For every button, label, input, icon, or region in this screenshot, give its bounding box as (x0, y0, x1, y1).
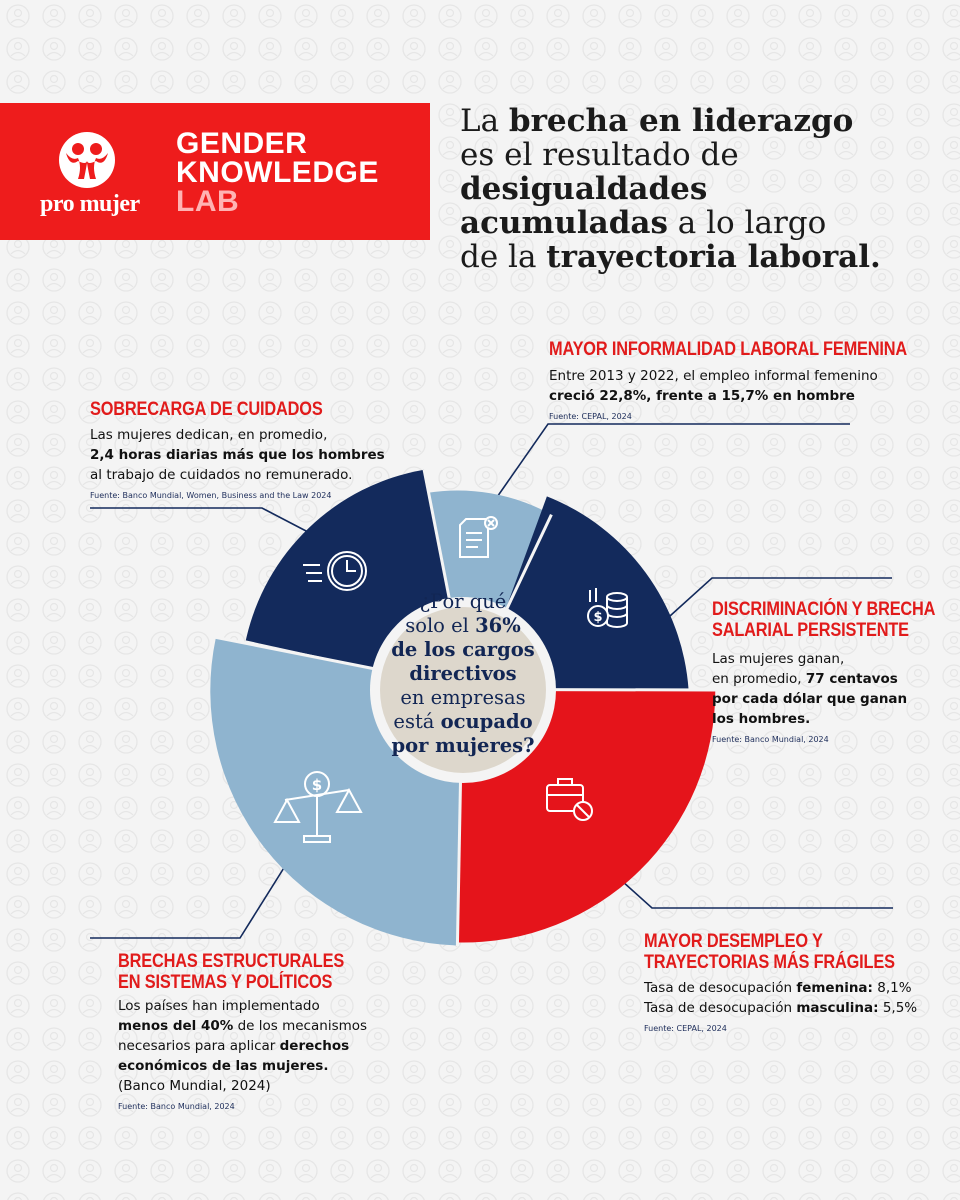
connector-estructurales (90, 855, 292, 938)
center-question-line: ¿Por qué (419, 590, 507, 613)
headline-emphasis: desigualdades (460, 171, 708, 207)
section-body-emphasis: los hombres. (712, 711, 811, 727)
headline-text: a lo largo (667, 205, 827, 241)
section-body-emphasis: 77 centavos (805, 671, 898, 687)
section-body-line: al trabajo de cuidados no remunerado. (90, 467, 353, 483)
section-body-line: Las mujeres ganan, (712, 651, 845, 667)
headline-text: de la (460, 239, 547, 275)
section-title-line-2: SALARIAL PERSISTENTE (712, 620, 909, 641)
section-body-text: en promedio, (712, 671, 806, 687)
svg-text:$: $ (311, 776, 323, 794)
center-question-percent: 36% (475, 614, 521, 637)
section-title-line-1: MAYOR DESEMPLEO Y (644, 931, 823, 952)
section-body (90, 425, 390, 485)
section-title-line-2: EN SISTEMAS Y POLÍTICOS (118, 972, 333, 993)
section-title-line-2: TRAYECTORIAS MÁS FRÁGILES (644, 952, 895, 973)
center-question-emphasis: directivos (409, 662, 517, 685)
section-body-text: Tasa de desocupación (644, 1000, 797, 1016)
lab-name-line-3: LAB (176, 185, 240, 218)
section-body-emphasis: 2,4 horas diarias más que los hombres (90, 447, 385, 463)
section-body (712, 649, 952, 729)
section-source: Fuente: Banco Mundial, Women, Business and the Law 2024 (90, 491, 332, 500)
section-body-text: necesarios para aplicar (118, 1038, 280, 1054)
section-estructurales (118, 951, 408, 1111)
section-body (549, 366, 929, 406)
lab-name-line-2: KNOWLEDGE (176, 156, 379, 189)
section-body-line: Los países han implementado (118, 998, 320, 1014)
center-question-text: solo el (405, 614, 476, 637)
center-question (368, 590, 558, 758)
lab-name-line-1: GENDER (176, 127, 308, 160)
connector-informalidad (495, 424, 850, 500)
section-body-text: 5,5% (878, 1000, 918, 1016)
center-question-line: en empresas (400, 686, 526, 709)
section-body-emphasis: derechos (279, 1038, 350, 1054)
center-question-emphasis: de los cargos (391, 638, 535, 661)
section-body-line: Las mujeres dedican, en promedio, (90, 427, 328, 443)
center-question-emphasis: por mujeres? (391, 734, 535, 757)
section-title-line-1: DISCRIMINACIÓN Y BRECHA (712, 599, 936, 620)
section-title-line-1: BRECHAS ESTRUCTURALES (118, 951, 345, 972)
section-body-emphasis: creció 22,8%, frente a 15,7% en hombre (549, 388, 855, 404)
section-title: MAYOR INFORMALIDAD LABORAL FEMENINA (549, 339, 908, 360)
headline-emphasis: acumuladas (460, 205, 668, 241)
section-body-emphasis: femenina: (796, 980, 873, 996)
section-source: Fuente: Banco Mundial, 2024 (712, 735, 829, 744)
section-body-emphasis: masculina: (796, 1000, 879, 1016)
section-salarial (712, 599, 952, 744)
section-body-line: (Banco Mundial, 2024) (118, 1078, 271, 1094)
section-source: Fuente: CEPAL, 2024 (549, 412, 632, 421)
center-question-text: está (393, 710, 441, 733)
section-body-line: Entre 2013 y 2022, el empleo informal femenino (549, 368, 878, 384)
logo-wordmark: pro mujer (40, 191, 140, 217)
section-cuidados (90, 399, 390, 500)
headline-text: es el resultado de (460, 137, 739, 173)
section-body-emphasis: menos del 40% (118, 1018, 234, 1034)
section-title: SOBRECARGA DE CUIDADOS (90, 399, 323, 420)
section-source: Fuente: Banco Mundial, 2024 (118, 1102, 235, 1111)
section-body-emphasis: económicos de las mujeres. (118, 1058, 329, 1074)
section-body (644, 978, 944, 1018)
section-informalidad (549, 339, 929, 421)
headline-text: La (460, 103, 509, 139)
headline-emphasis: brecha en liderazgo (508, 103, 854, 139)
section-source: Fuente: CEPAL, 2024 (644, 1024, 727, 1033)
section-body-text: de los mecanismos (233, 1018, 368, 1034)
section-body-text: 8,1% (872, 980, 912, 996)
section-desempleo (644, 931, 944, 1033)
svg-text:$: $ (593, 610, 603, 625)
section-body-emphasis: por cada dólar que ganan (712, 691, 908, 707)
section-body-text: Tasa de desocupación (644, 980, 797, 996)
section-body (118, 996, 408, 1096)
center-question-emphasis: ocupado (440, 710, 533, 733)
headline-emphasis: trayectoria laboral. (546, 239, 881, 275)
connector-cuidados (90, 508, 308, 532)
